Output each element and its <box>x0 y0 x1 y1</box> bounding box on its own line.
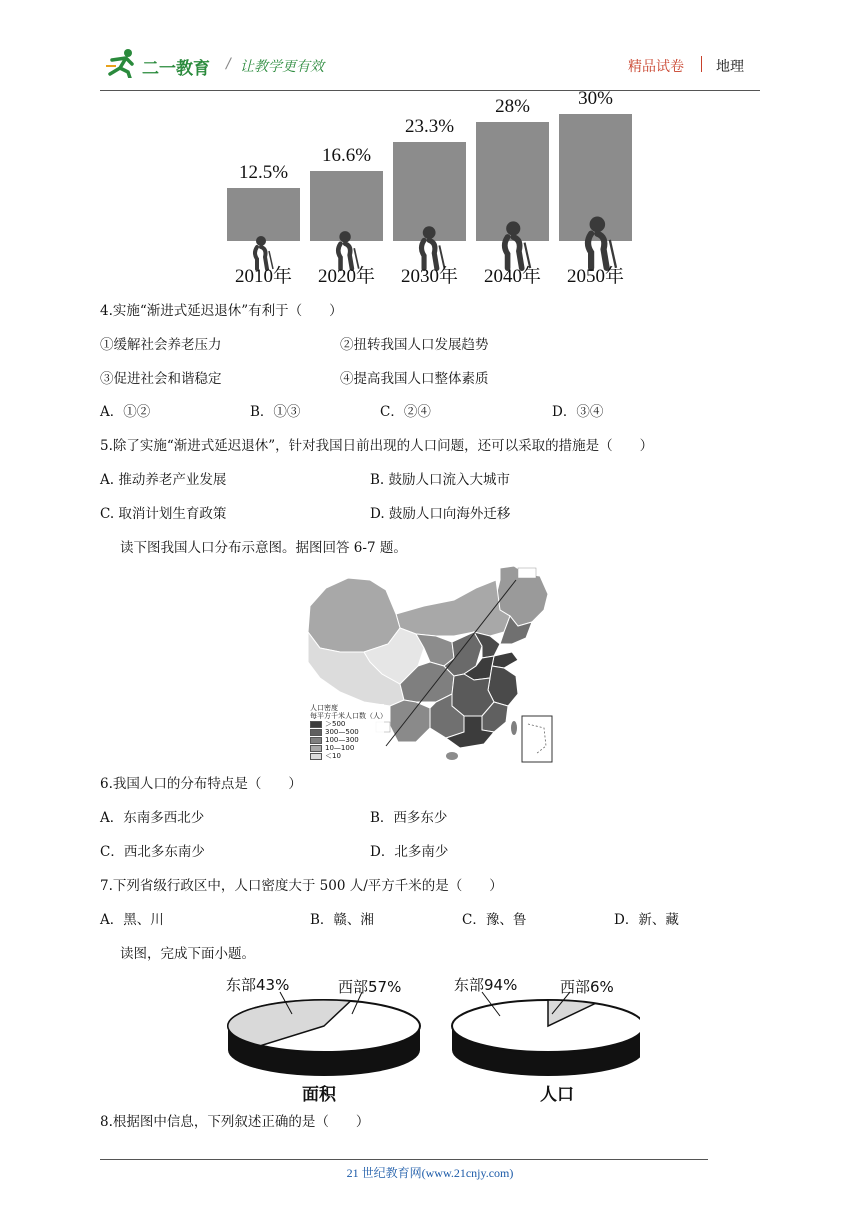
area-west-label: 西部57% <box>338 978 402 996</box>
legend-item <box>310 744 384 752</box>
logo-text: 二一教育 <box>142 59 210 79</box>
legend-swatch <box>310 745 322 752</box>
aging-bar-chart <box>0 88 860 292</box>
q4-statement-1: ①缓解社会养老压力 <box>100 337 222 353</box>
footer-rule <box>100 1159 708 1160</box>
chart-bar <box>227 188 300 241</box>
q5-option-c[interactable]: C. 取消计划生育政策 <box>100 506 227 522</box>
q4-statement-4: ④提高我国人口整体素质 <box>340 371 489 387</box>
q6-option-c[interactable]: C．西北多东南少 <box>100 844 205 860</box>
bar-value-label: 12.5% <box>238 162 289 183</box>
footer-link[interactable]: 21 世纪教育网(www.21cnjy.com) <box>346 1166 514 1180</box>
header-rule <box>100 90 760 91</box>
legend-label: 10—100 <box>325 744 355 752</box>
legend-label: 300—500 <box>325 728 359 736</box>
bar-value-label: 23.3% <box>404 116 455 137</box>
legend-label: ＞500 <box>325 720 346 728</box>
pop-east-label: 东部94% <box>454 976 518 994</box>
q5-option-a[interactable]: A. 推动养老产业发展 <box>100 472 227 488</box>
q8-stem: 8.根据图中信息，下列叙述正确的是（ ） <box>100 1114 370 1130</box>
slogan-slash: / <box>226 56 231 72</box>
area-east-label: 东部43% <box>226 976 290 994</box>
q7-option-d[interactable]: D．新、藏 <box>614 912 679 928</box>
intro-6-7: 读下图我国人口分布示意图。据图回答 6-7 题。 <box>120 540 407 556</box>
q4-statement-3: ③促进社会和谐稳定 <box>100 371 222 387</box>
q4-option-b[interactable]: B．①③ <box>250 404 301 420</box>
legend-item <box>310 728 384 736</box>
category-tick-label: 2010年 <box>234 266 292 287</box>
legend-item <box>310 736 384 744</box>
china-population-map <box>304 566 556 766</box>
q6-option-a[interactable]: A．东南多西北少 <box>100 810 205 826</box>
header <box>0 0 860 92</box>
pop-caption: 人口 <box>540 1085 574 1105</box>
category-tick-label: 2030年 <box>400 266 458 287</box>
q7-option-b[interactable]: B．赣、湘 <box>310 912 374 928</box>
legend-items <box>310 720 384 760</box>
category-label: 精品试卷 <box>628 59 684 75</box>
q6-option-d[interactable]: D．北多南少 <box>370 844 449 860</box>
q6-stem: 6.我国人口的分布特点是（ ） <box>100 776 302 792</box>
runner-logo-icon <box>104 48 140 78</box>
bar-value-label: 28% <box>495 96 530 117</box>
q4-statement-2: ②扭转我国人口发展趋势 <box>340 337 489 353</box>
category-tick-label: 2020年 <box>317 266 375 287</box>
legend-label: 100—300 <box>325 736 359 744</box>
q7-option-c[interactable]: C．豫、鲁 <box>462 912 527 928</box>
east-west-pies <box>220 970 640 1106</box>
pop-west-label: 西部6% <box>560 978 614 996</box>
q5-option-d[interactable]: D. 鼓励人口向海外迁移 <box>370 506 511 522</box>
legend-subtitle: 每平方千米人口数（人） <box>310 712 387 720</box>
q7-stem: 7.下列省级行政区中，人口密度大于 500 人/平方千米的是（ ） <box>100 878 503 894</box>
q4-option-a[interactable]: A．①② <box>100 404 151 420</box>
map-legend <box>310 704 387 766</box>
bar-value-label: 30% <box>578 88 613 109</box>
q5-stem: 5.除了实施“渐进式延迟退休”，针对我国日前出现的人口问题，还可以采取的措施是（ ） <box>100 438 654 454</box>
legend-swatch <box>310 737 322 744</box>
area-caption: 面积 <box>302 1085 336 1105</box>
legend-item <box>310 720 384 728</box>
slogan: 让教学更有效 <box>240 59 324 75</box>
intro-8: 读图，完成下面小题。 <box>120 946 255 962</box>
legend-swatch <box>310 721 322 728</box>
legend-item <box>310 752 384 760</box>
header-divider <box>701 56 702 72</box>
q4-option-c[interactable]: C．②④ <box>380 404 431 420</box>
q4-stem: 4.实施“渐进式延迟退休”有利于（ ） <box>100 303 343 319</box>
legend-swatch <box>310 729 322 736</box>
area-pie <box>228 992 420 1076</box>
q6-option-b[interactable]: B．西多东少 <box>370 810 448 826</box>
population-pie <box>452 992 640 1076</box>
legend-swatch <box>310 753 322 760</box>
subject-label: 地理 <box>716 59 744 75</box>
category-tick-label: 2050年 <box>566 266 624 287</box>
category-tick-label: 2040年 <box>483 266 541 287</box>
q4-option-d[interactable]: D．③④ <box>552 404 604 420</box>
bar-value-label: 16.6% <box>321 145 372 166</box>
q7-option-a[interactable]: A．黑、川 <box>100 912 164 928</box>
legend-title: 人口密度 <box>310 704 338 712</box>
legend-label: ＜10 <box>325 752 341 760</box>
q5-option-b[interactable]: B. 鼓励人口流入大城市 <box>370 472 511 488</box>
